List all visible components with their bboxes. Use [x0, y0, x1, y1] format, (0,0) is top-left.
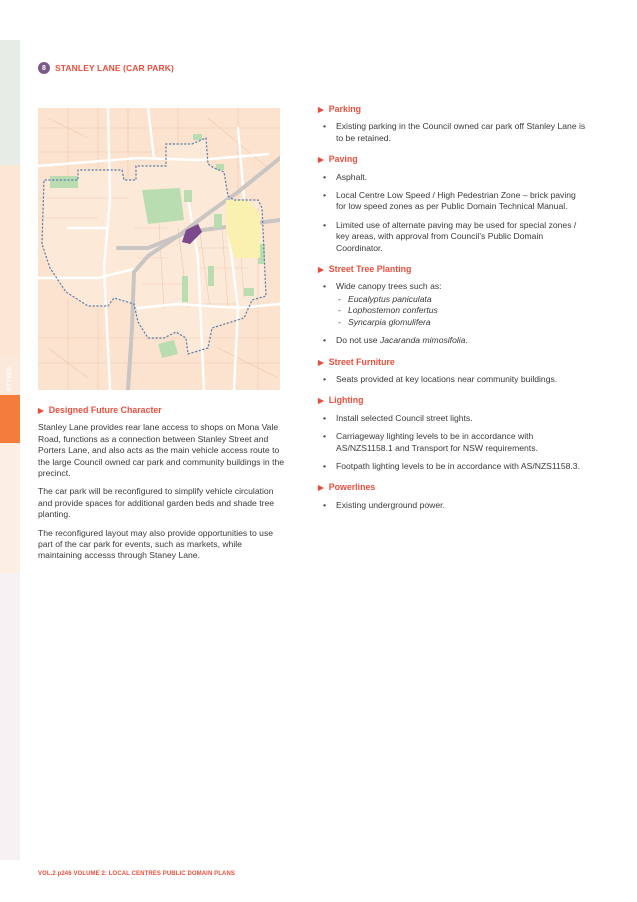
paragraph: The reconfigured layout may also provide opportunities to use part of the car park for events, such as markets, while maintaining accesss through Staney Lane. [38, 527, 274, 561]
section-heading-lighting [318, 395, 586, 406]
side-strip [0, 40, 20, 860]
page-header [38, 62, 174, 74]
triangle-right-icon: ▶ [318, 155, 324, 165]
precinct-map [38, 108, 280, 390]
strip-segment [0, 40, 20, 165]
section-heading-furniture [318, 357, 586, 368]
section-powerlines [318, 482, 586, 511]
list-item: • Existing underground power. [318, 500, 586, 511]
tree-intro: Wide canopy trees such as: [336, 281, 442, 292]
species-item: - Eucalyptus paniculata [336, 294, 586, 305]
species-item: - Syncarpia glomulifera [336, 317, 586, 328]
page-title: STANLEY LANE (CAR PARK) [55, 63, 174, 73]
left-column [38, 405, 288, 569]
triangle-right-icon: ▶ [318, 357, 324, 367]
section-heading-trees [318, 264, 586, 275]
section-heading-paving [318, 154, 586, 165]
section-street-furniture [318, 357, 586, 386]
list-item: • Seats provided at key locations near community buildings. [318, 374, 586, 385]
heading-text: Powerlines [328, 482, 376, 493]
paragraph: Stanley Lane provides rear lane access to shops on Mona Vale Road, functions as a connection between Stanley Street and Porters Lane, and also acts as the main vehicle access route to the large Council owned car park and community buildings in the precinct. [38, 422, 285, 479]
triangle-right-icon: ▶ [38, 406, 44, 415]
strip-segment [0, 443, 20, 573]
map-graphic [38, 108, 280, 390]
heading-text: Parking [328, 104, 362, 114]
heading-text: Street Tree Planting [328, 264, 412, 275]
species-item: - Lophostemon confertus [336, 305, 586, 316]
list-item [318, 335, 586, 346]
exclude-suffix: . [465, 335, 468, 346]
triangle-right-icon: ▶ [318, 483, 324, 493]
triangle-right-icon: ▶ [318, 265, 324, 275]
section-lighting [318, 395, 586, 472]
list-item: • Local Centre Low Speed / High Pedestrian Zone – brick paving for low speed zones as per Public Domain Technical Manual. [318, 190, 586, 213]
triangle-right-icon: ▶ [318, 105, 324, 114]
list-item: • Install selected Council street lights. [318, 413, 586, 424]
section-heading-parking [318, 104, 586, 115]
page-footer: VOL.2 p246 VOLUME 2: LOCAL CENTRES PUBLIC DOMAIN PLANS [38, 871, 235, 877]
list-item: • Carriageway lighting levels to be in accordance with AS/NZS1158.1 and Transport for NSW requirements. [318, 431, 586, 454]
strip-segment [0, 165, 20, 355]
list-item: • Limited use of alternate paving may be used for special zones / key areas, with approval from Council’s Public Domain Coordinator. [318, 220, 586, 254]
strip-segment [0, 573, 20, 860]
section-heading-powerlines [318, 482, 586, 493]
section-parking [318, 104, 586, 144]
list-item [318, 281, 586, 328]
section-heading-future-character [38, 405, 288, 416]
strip-segment-active [0, 395, 20, 443]
heading-text: Street Furniture [328, 356, 395, 367]
exclude-prefix: Do not use [336, 335, 380, 346]
paragraph: The car park will be reconfigured to simplify vehicle circulation and provide spaces for additional garden beds and shade tree planting. [38, 486, 275, 520]
section-paving [318, 154, 586, 254]
triangle-right-icon: ▶ [318, 396, 324, 406]
heading-text: Paving [328, 154, 358, 165]
exclude-species: Jacaranda mimosifolia [379, 335, 466, 346]
section-street-tree-planting [318, 264, 586, 346]
heading-text: Lighting [328, 395, 364, 406]
section-number-badge: 8 [38, 62, 50, 74]
side-tab-st-ives[interactable] [0, 358, 20, 400]
list-item: • Existing parking in the Council owned car park off Stanley Lane is to be retained. [318, 121, 586, 144]
heading-text: Designed Future Character [48, 405, 162, 415]
list-item: • Footpath lighting levels to be in accordance with AS/NZS1158.3. [318, 461, 586, 472]
list-item: • Asphalt. [318, 172, 586, 183]
side-tab-label: ST IVES [7, 366, 14, 392]
right-column [318, 104, 586, 521]
